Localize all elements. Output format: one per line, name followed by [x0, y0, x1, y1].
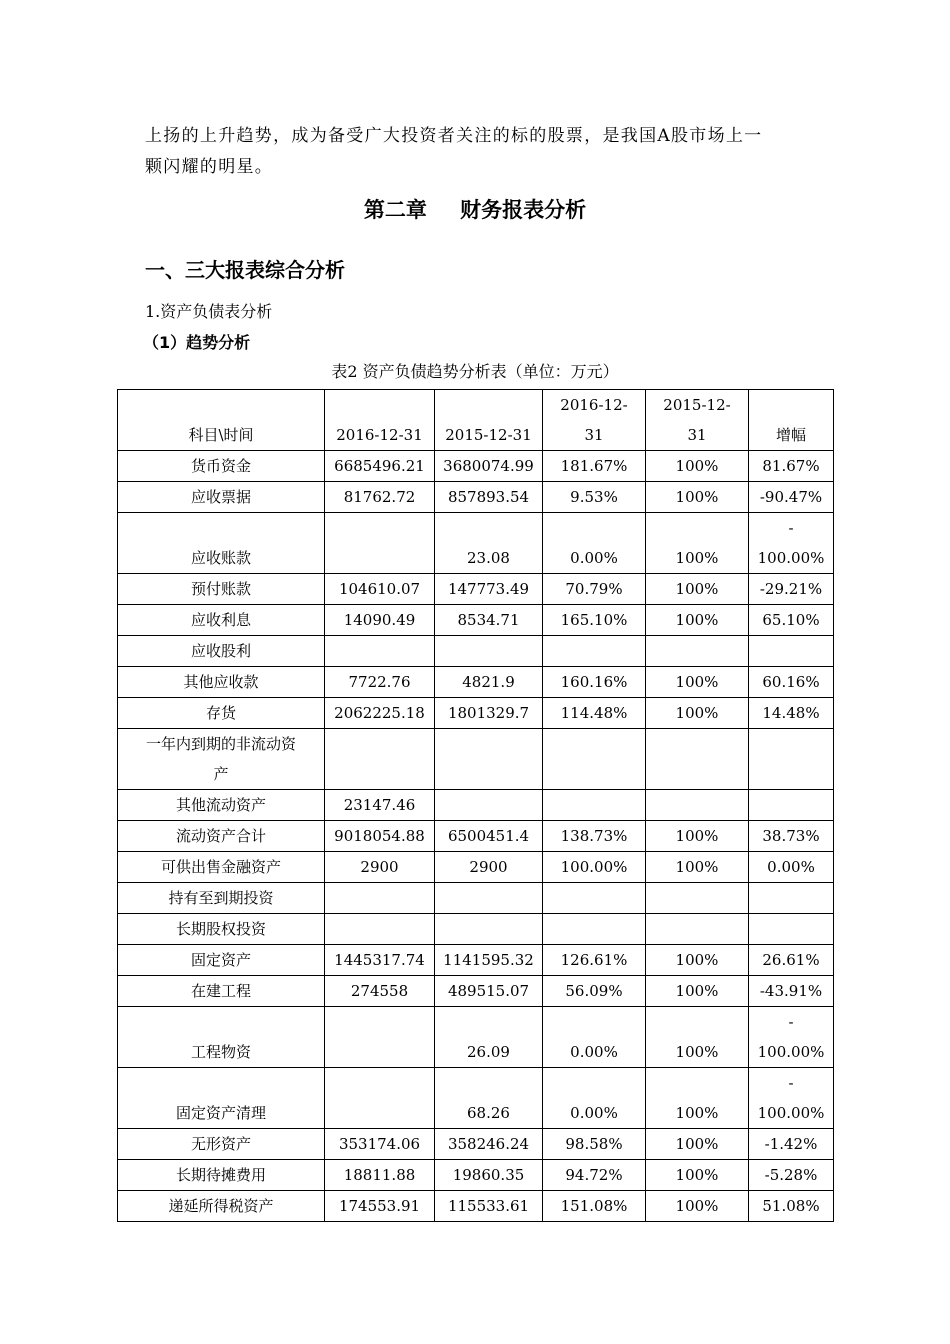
cell-2015: 8534.71 [435, 605, 543, 636]
cell-2015: 19860.35 [435, 1160, 543, 1191]
cell-growth-sign: - [788, 1074, 794, 1092]
table-header-row [118, 390, 834, 451]
cell-2015-pct: 100% [646, 605, 749, 636]
cell-item: 应收股利 [118, 636, 325, 667]
cell-item: 应收利息 [118, 605, 325, 636]
cell-2015: 1801329.7 [435, 698, 543, 729]
cell-item: 货币资金 [118, 451, 325, 482]
table-row [118, 513, 834, 574]
cell-2016-pct: 160.16% [543, 667, 646, 698]
cell-2015: 857893.54 [435, 482, 543, 513]
cell-2016-pct [543, 636, 646, 667]
cell-item: 工程物资 [118, 1007, 325, 1068]
cell-growth [749, 513, 834, 574]
cell-2016-pct [543, 729, 646, 790]
cell-2016: 2062225.18 [325, 698, 435, 729]
cell-growth [749, 636, 834, 667]
cell-growth: 14.48% [749, 698, 834, 729]
header-2016-pct-bottom: 31 [584, 426, 604, 444]
cell-growth [749, 883, 834, 914]
table-row [118, 451, 834, 482]
cell-2015-pct: 100% [646, 574, 749, 605]
cell-2015-pct: 100% [646, 1129, 749, 1160]
cell-item: 长期待摊费用 [118, 1160, 325, 1191]
cell-2015-pct: 100% [646, 513, 749, 574]
cell-2016: 104610.07 [325, 574, 435, 605]
cell-2015-pct [646, 914, 749, 945]
cell-2015-pct: 100% [646, 852, 749, 883]
cell-growth-sign: - [788, 1013, 794, 1031]
cell-2015-pct [646, 883, 749, 914]
cell-item: 其他应收款 [118, 667, 325, 698]
intro-line-1: 上扬的上升趋势，成为备受广大投资者关注的标的股票，是我国A股市场上一 [145, 126, 763, 146]
table-row [118, 914, 834, 945]
table-row [118, 1129, 834, 1160]
cell-2015-pct: 100% [646, 451, 749, 482]
cell-2016 [325, 1068, 435, 1129]
cell-2015: 23.08 [435, 513, 543, 574]
cell-item: 流动资产合计 [118, 821, 325, 852]
cell-2015: 358246.24 [435, 1129, 543, 1160]
cell-2015-pct: 100% [646, 821, 749, 852]
cell-2016: 14090.49 [325, 605, 435, 636]
intro-line-2: 颗闪耀的明星。 [145, 157, 274, 177]
cell-2015-pct [646, 729, 749, 790]
cell-2015-pct: 100% [646, 976, 749, 1007]
cell-2015: 6500451.4 [435, 821, 543, 852]
cell-item-line-2: 产 [213, 765, 229, 783]
cell-2015-pct: 100% [646, 482, 749, 513]
cell-2016-pct: 94.72% [543, 1160, 646, 1191]
header-2016-pct-top: 2016-12- [560, 396, 628, 414]
table-row [118, 482, 834, 513]
cell-2016-pct: 0.00% [543, 1007, 646, 1068]
table-row [118, 1068, 834, 1129]
cell-2015-pct: 100% [646, 1191, 749, 1222]
cell-item: 应收账款 [118, 513, 325, 574]
table-row [118, 636, 834, 667]
cell-item: 固定资产清理 [118, 1068, 325, 1129]
cell-2016-pct: 165.10% [543, 605, 646, 636]
cell-growth: 60.16% [749, 667, 834, 698]
cell-2016 [325, 883, 435, 914]
table-row [118, 976, 834, 1007]
cell-item-line-1: 一年内到期的非流动资 [145, 735, 296, 753]
header-item: 科目\时间 [118, 390, 325, 451]
cell-item: 递延所得税资产 [118, 1191, 325, 1222]
table-row [118, 698, 834, 729]
cell-item: 无形资产 [118, 1129, 325, 1160]
cell-growth: 65.10% [749, 605, 834, 636]
cell-2016: 23147.46 [325, 790, 435, 821]
cell-item [118, 729, 325, 790]
cell-2016: 6685496.21 [325, 451, 435, 482]
cell-growth [749, 729, 834, 790]
header-growth: 增幅 [749, 390, 834, 451]
cell-2015-pct: 100% [646, 1160, 749, 1191]
cell-2016 [325, 1007, 435, 1068]
cell-growth: 0.00% [749, 852, 834, 883]
table-row [118, 574, 834, 605]
header-2015-pct [646, 390, 749, 451]
cell-2015 [435, 636, 543, 667]
cell-2016-pct: 0.00% [543, 1068, 646, 1129]
cell-2016: 9018054.88 [325, 821, 435, 852]
cell-item: 长期股权投资 [118, 914, 325, 945]
cell-2015-pct: 100% [646, 667, 749, 698]
table-row [118, 883, 834, 914]
cell-growth [749, 1007, 834, 1068]
cell-growth-value: 100.00% [757, 549, 825, 567]
cell-growth: -5.28% [749, 1160, 834, 1191]
cell-2015: 489515.07 [435, 976, 543, 1007]
cell-2016-pct: 56.09% [543, 976, 646, 1007]
table-row [118, 729, 834, 790]
cell-2015: 3680074.99 [435, 451, 543, 482]
cell-growth [749, 914, 834, 945]
table-row [118, 605, 834, 636]
cell-growth-sign: - [788, 519, 794, 537]
cell-growth: 26.61% [749, 945, 834, 976]
cell-2016-pct: 0.00% [543, 513, 646, 574]
cell-2015: 147773.49 [435, 574, 543, 605]
cell-item: 固定资产 [118, 945, 325, 976]
cell-growth: 38.73% [749, 821, 834, 852]
intro-paragraph [145, 121, 845, 183]
table-row [118, 667, 834, 698]
cell-growth: -90.47% [749, 482, 834, 513]
cell-growth: 81.67% [749, 451, 834, 482]
cell-2015 [435, 883, 543, 914]
cell-item: 其他流动资产 [118, 790, 325, 821]
cell-item: 持有至到期投资 [118, 883, 325, 914]
cell-2015-pct [646, 636, 749, 667]
cell-2015: 4821.9 [435, 667, 543, 698]
cell-2016: 7722.76 [325, 667, 435, 698]
cell-2016: 2900 [325, 852, 435, 883]
cell-2016-pct: 126.61% [543, 945, 646, 976]
cell-2016-pct [543, 790, 646, 821]
table-caption: 表2 资产负债趋势分析表（单位：万元） [331, 362, 619, 381]
table-body [118, 451, 834, 1222]
cell-2015: 26.09 [435, 1007, 543, 1068]
subsubsection-title: （1）趋势分析 [143, 333, 251, 352]
cell-2016-pct: 70.79% [543, 574, 646, 605]
cell-2016: 353174.06 [325, 1129, 435, 1160]
cell-growth [749, 790, 834, 821]
cell-growth: -29.21% [749, 574, 834, 605]
cell-2015 [435, 914, 543, 945]
header-2015-pct-top: 2015-12- [663, 396, 731, 414]
cell-2015: 1141595.32 [435, 945, 543, 976]
cell-2015: 68.26 [435, 1068, 543, 1129]
cell-2016-pct: 114.48% [543, 698, 646, 729]
cell-2016-pct: 181.67% [543, 451, 646, 482]
cell-2016-pct: 138.73% [543, 821, 646, 852]
table-row [118, 790, 834, 821]
cell-2016-pct [543, 883, 646, 914]
cell-item: 预付账款 [118, 574, 325, 605]
header-2016-pct [543, 390, 646, 451]
cell-growth: 51.08% [749, 1191, 834, 1222]
cell-growth: -43.91% [749, 976, 834, 1007]
cell-2016-pct [543, 914, 646, 945]
header-2015-pct-bottom: 31 [687, 426, 707, 444]
cell-2016 [325, 914, 435, 945]
balance-sheet-trend-table [117, 389, 834, 1222]
cell-2015: 2900 [435, 852, 543, 883]
table-row [118, 821, 834, 852]
cell-2016-pct: 9.53% [543, 482, 646, 513]
cell-2015 [435, 790, 543, 821]
cell-growth-value: 100.00% [757, 1104, 825, 1122]
cell-2016: 81762.72 [325, 482, 435, 513]
cell-2016-pct: 151.08% [543, 1191, 646, 1222]
subsection-title: 1.资产负债表分析 [145, 302, 273, 321]
cell-2016: 1445317.74 [325, 945, 435, 976]
cell-2016-pct: 100.00% [543, 852, 646, 883]
cell-2015-pct [646, 790, 749, 821]
cell-2016 [325, 636, 435, 667]
header-2015: 2015-12-31 [435, 390, 543, 451]
cell-2015-pct: 100% [646, 945, 749, 976]
cell-2016: 274558 [325, 976, 435, 1007]
section-title: 一、三大报表综合分析 [145, 258, 345, 282]
cell-growth-value: 100.00% [757, 1043, 825, 1061]
cell-2015-pct: 100% [646, 1007, 749, 1068]
header-2016: 2016-12-31 [325, 390, 435, 451]
cell-2016 [325, 729, 435, 790]
cell-2016: 18811.88 [325, 1160, 435, 1191]
table-row [118, 945, 834, 976]
cell-2015 [435, 729, 543, 790]
table-row [118, 1007, 834, 1068]
cell-2015-pct: 100% [646, 1068, 749, 1129]
cell-growth: -1.42% [749, 1129, 834, 1160]
table-row [118, 1160, 834, 1191]
cell-item: 可供出售金融资产 [118, 852, 325, 883]
table-row [118, 852, 834, 883]
table-row [118, 1191, 834, 1222]
cell-item: 应收票据 [118, 482, 325, 513]
cell-item: 存货 [118, 698, 325, 729]
cell-2016 [325, 513, 435, 574]
cell-item: 在建工程 [118, 976, 325, 1007]
chapter-title: 第二章 财务报表分析 [363, 198, 587, 222]
cell-2016: 174553.91 [325, 1191, 435, 1222]
cell-2015-pct: 100% [646, 698, 749, 729]
cell-growth [749, 1068, 834, 1129]
cell-2016-pct: 98.58% [543, 1129, 646, 1160]
cell-2015: 115533.61 [435, 1191, 543, 1222]
